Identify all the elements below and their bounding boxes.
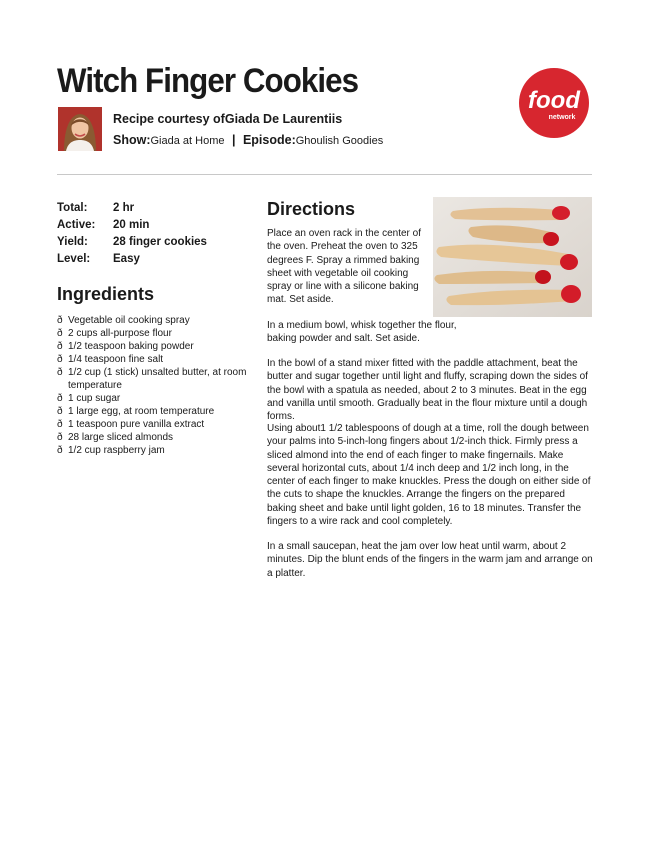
chef-avatar	[58, 107, 102, 151]
bullet: ð	[57, 367, 63, 378]
bullet: ð	[57, 419, 63, 430]
ingredient-text: 1/2 teaspoon baking powder	[68, 341, 194, 352]
meta-level	[57, 251, 207, 268]
ingredient-text: Vegetable oil cooking spray	[68, 315, 190, 326]
ingredients-list	[57, 314, 247, 457]
direction-step-5: In a small saucepan, heat the jam over low heat until warm, about 2 minutes. Dip the blunt ends of the fingers in the warm jam and arrange on a platter.	[267, 541, 593, 579]
ingredient-text: 1/2 cup (1 stick) unsalted butter, at room temperature	[68, 367, 247, 391]
direction-step-2: In a medium bowl, whisk together the flour, baking powder and salt. Set aside.	[267, 320, 457, 345]
meta-value: 2 hr	[113, 202, 135, 214]
list-item	[57, 314, 247, 327]
list-item	[57, 392, 247, 405]
ingredient-text: 1/4 teaspoon fine salt	[68, 354, 164, 365]
meta-label: Total:	[57, 202, 88, 214]
meta-active	[57, 217, 207, 234]
list-item	[57, 327, 247, 340]
separator: |	[231, 133, 236, 147]
list-item	[57, 366, 247, 392]
meta-label: Yield:	[57, 236, 88, 248]
logo-sub: network	[548, 114, 576, 121]
list-item	[57, 418, 247, 431]
ingredient-text: 1 teaspoon pure vanilla extract	[68, 419, 205, 430]
ingredient-text: 2 cups all-purpose flour	[68, 328, 172, 339]
bullet: ð	[57, 445, 63, 456]
ingredient-text: 1 large egg, at room temperature	[68, 406, 215, 417]
ingredient-text: 28 large sliced almonds	[68, 432, 174, 443]
recipe-credit: Recipe courtesy ofGiada De Laurentiis	[113, 112, 343, 126]
list-item	[57, 444, 247, 457]
bullet: ð	[57, 315, 63, 326]
episode-label: Episode:	[242, 133, 296, 147]
recipe-title: Witch Finger Cookies	[57, 62, 359, 100]
show-label: Show:	[113, 133, 151, 147]
logo-word: food	[528, 87, 580, 114]
list-item	[57, 340, 247, 353]
show-link[interactable]: Giada at Home	[150, 135, 225, 147]
meta-value: 20 min	[113, 219, 150, 231]
list-item	[57, 431, 247, 444]
bullet: ð	[57, 354, 63, 365]
show-episode-line	[113, 133, 383, 147]
food-network-logo	[519, 68, 589, 138]
direction-step-1: Place an oven rack in the center of the oven. Preheat the oven to 325 degrees F. Spray a rimmed baking sheet with vegetable oil cooking spray or line with a silicone baking mat. Set aside.	[267, 228, 421, 306]
direction-step-4: Using about1 1/2 tablespoons of dough at a time, roll the dough between your palms into 5-inch-long fingers about 1/2-inch thick. Firmly press a sliced almond into the end of each finger to make fingernails. Make several horizontal cuts, about 1/4 inch deep and 1/2 inch long, in the center of each finger to make knuckles. Press the dough on either side of the cuts to shape the knuckles. Arrange the fingers on the prepared baking sheet and bake until light golden, 16 to 18 minutes. Transfer the fingers to a wire rack and cool completely.	[267, 423, 591, 528]
ingredient-text: 1/2 cup raspberry jam	[68, 445, 165, 456]
meta-label: Level:	[57, 253, 91, 265]
ingredient-text: 1 cup sugar	[68, 393, 121, 404]
meta-total	[57, 200, 207, 217]
bullet: ð	[57, 341, 63, 352]
list-item	[57, 353, 247, 366]
directions-heading: Directions	[267, 199, 356, 219]
list-item	[57, 405, 247, 418]
episode-link[interactable]: Ghoulish Goodies	[295, 135, 384, 147]
meta-yield	[57, 234, 207, 251]
ingredients-heading: Ingredients	[57, 284, 155, 304]
header-divider	[57, 174, 592, 175]
bullet: ð	[57, 328, 63, 339]
direction-step-3: In the bowl of a stand mixer fitted with the paddle attachment, beat the butter and sugar together until light and fluffy, scraping down the sides of the bowl with a spatula as needed, about 2 to 3 minutes. Beat in the egg and vanilla until smooth. Gradually beat in the flour mixture until a dough forms.	[267, 358, 588, 423]
bullet: ð	[57, 393, 63, 404]
bullet: ð	[57, 406, 63, 417]
bullet: ð	[57, 432, 63, 443]
meta-value: Easy	[113, 253, 140, 265]
meta-value: 28 finger cookies	[113, 236, 207, 248]
meta-label: Active:	[57, 219, 96, 231]
recipe-meta	[57, 200, 207, 268]
recipe-photo	[433, 197, 592, 317]
